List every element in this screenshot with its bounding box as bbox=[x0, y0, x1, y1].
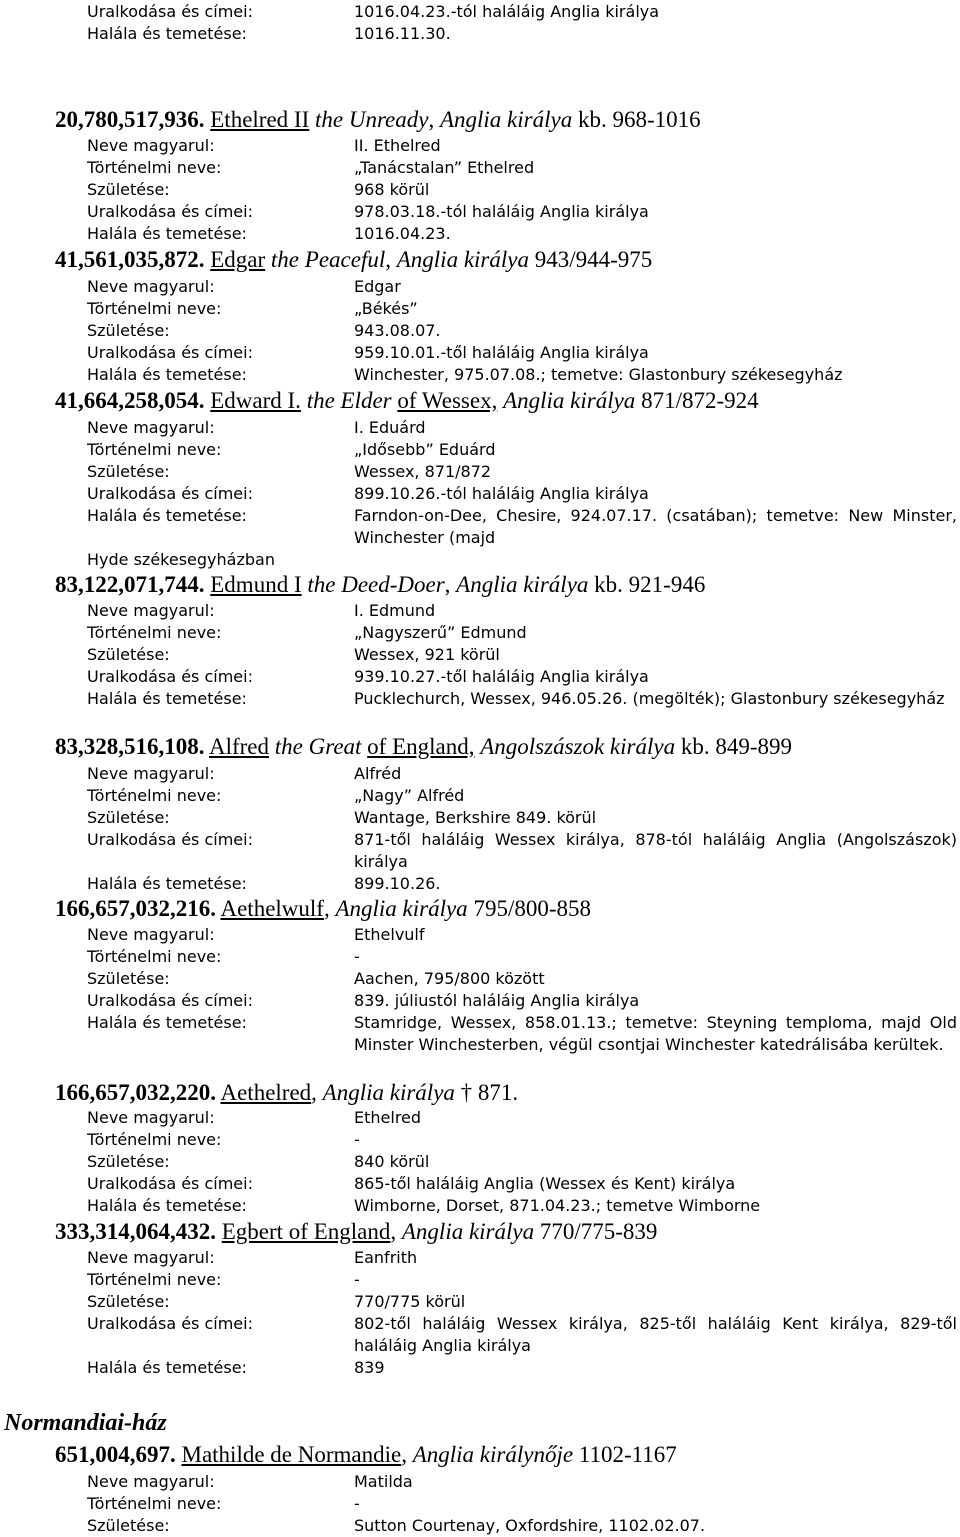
person-link[interactable]: Edward I. bbox=[210, 388, 301, 413]
death-label: Halála és temetése: bbox=[87, 506, 247, 525]
title: Anglia királya bbox=[322, 1080, 455, 1105]
birth-value: 968 körül bbox=[354, 180, 430, 199]
of-link[interactable]: of Wessex, bbox=[397, 388, 498, 413]
name-label: Neve magyarul: bbox=[87, 764, 215, 783]
entry-number: 41,561,035,872. bbox=[55, 247, 205, 272]
reign-value: 871-től haláláig Wessex királya, 878-tól haláláig Anglia (Angolszászok) királya bbox=[354, 830, 957, 871]
person-link[interactable]: Egbert of England bbox=[221, 1219, 391, 1244]
title: Anglia királya bbox=[503, 388, 636, 413]
death-label: Halála és temetése: bbox=[87, 689, 247, 708]
entry-number: 651,004,697. bbox=[55, 1442, 176, 1467]
death-label: Halála és temetése: bbox=[87, 1358, 247, 1377]
reign-label: Uralkodása és címei: bbox=[87, 667, 253, 686]
reign-label: Uralkodása és címei: bbox=[87, 484, 253, 503]
name-value: Matilda bbox=[354, 1472, 413, 1491]
death-label: Halála és temetése: bbox=[87, 224, 247, 243]
dates: † 871. bbox=[460, 1080, 519, 1105]
name-label: Neve magyarul: bbox=[87, 1108, 215, 1127]
entry-heading-edmund: 83,122,071,744. Edmund I the Deed-Doer, Anglia királya kb. 921-946 bbox=[55, 572, 706, 597]
entry-heading-mathilde: 651,004,697. Mathilde de Normandie, Anglia királynője 1102-1167 bbox=[55, 1442, 677, 1467]
name-value: I. Edmund bbox=[354, 601, 436, 620]
death-label: Halála és temetése: bbox=[87, 24, 247, 43]
birth-value: 943.08.07. bbox=[354, 321, 441, 340]
epithet: the Great bbox=[274, 734, 362, 759]
death-label: Halála és temetése: bbox=[87, 365, 247, 384]
entry-heading-edgar: 41,561,035,872. Edgar the Peaceful, Anglia királya 943/944-975 bbox=[55, 247, 653, 272]
entry-number: 20,780,517,936. bbox=[55, 107, 205, 132]
person-link[interactable]: Aethelwulf bbox=[220, 896, 324, 921]
hist-value: - bbox=[354, 1494, 360, 1513]
name-value: Edgar bbox=[354, 277, 401, 296]
name-value: Alfréd bbox=[354, 764, 402, 783]
reign-value: 839. júliustól haláláig Anglia királya bbox=[354, 991, 640, 1010]
reign-label: Uralkodása és címei: bbox=[87, 830, 253, 849]
dates: kb. 921-946 bbox=[594, 572, 706, 597]
dates: 1102-1167 bbox=[578, 1442, 677, 1467]
of-link[interactable]: of England, bbox=[367, 734, 475, 759]
name-label: Neve magyarul: bbox=[87, 277, 215, 296]
name-label: Neve magyarul: bbox=[87, 925, 215, 944]
person-link[interactable]: Edmund I bbox=[210, 572, 302, 597]
epithet: the Elder bbox=[306, 388, 392, 413]
entry-number: 166,657,032,220. bbox=[55, 1080, 216, 1105]
entry-heading-aethelwulf: 166,657,032,216. Aethelwulf, Anglia királya 795/800-858 bbox=[55, 896, 591, 921]
name-value: II. Ethelred bbox=[354, 136, 441, 155]
hist-label: Történelmi neve: bbox=[87, 1270, 222, 1289]
birth-label: Születése: bbox=[87, 321, 170, 340]
death-value: Stamridge, Wessex, 858.01.13.; temetve: Steyning temploma, majd Old Minster Winchesterben, végül csontjai Winchester katedrálisába kerültek. bbox=[354, 1013, 957, 1054]
name-label: Neve magyarul: bbox=[87, 601, 215, 620]
entry-heading-egbert: 333,314,064,432. Egbert of England, Anglia királya 770/775-839 bbox=[55, 1219, 658, 1244]
hist-label: Történelmi neve: bbox=[87, 623, 222, 642]
name-label: Neve magyarul: bbox=[87, 1248, 215, 1267]
entry-heading-aethelred: 166,657,032,220. Aethelred, Anglia királya † 871. bbox=[55, 1080, 519, 1105]
death-value: 899.10.26. bbox=[354, 874, 441, 893]
reign-label: Uralkodása és címei: bbox=[87, 1174, 253, 1193]
birth-value: 770/775 körül bbox=[354, 1292, 466, 1311]
name-label: Neve magyarul: bbox=[87, 1472, 215, 1491]
reign-label: Uralkodása és címei: bbox=[87, 202, 253, 221]
name-label: Neve magyarul: bbox=[87, 136, 215, 155]
birth-label: Születése: bbox=[87, 1292, 170, 1311]
dates: 795/800-858 bbox=[473, 896, 591, 921]
hist-value: „Tanácstalan” Ethelred bbox=[354, 158, 535, 177]
person-link[interactable]: Ethelred II bbox=[210, 107, 310, 132]
reign-value: 865-től haláláig Anglia (Wessex és Kent) királya bbox=[354, 1174, 736, 1193]
reign-value: 939.10.27.-től haláláig Anglia királya bbox=[354, 667, 649, 686]
reign-label: Uralkodása és címei: bbox=[87, 1314, 253, 1333]
death-value: 839 bbox=[354, 1358, 385, 1377]
name-value: Ethelvulf bbox=[354, 925, 425, 944]
death-value: Wimborne, Dorset, 871.04.23.; temetve Wimborne bbox=[354, 1196, 761, 1215]
birth-label: Születése: bbox=[87, 180, 170, 199]
dates: 943/944-975 bbox=[534, 247, 653, 272]
entry-number: 83,328,516,108. bbox=[55, 734, 205, 759]
reign-value: 978.03.18.-tól haláláig Anglia királya bbox=[354, 202, 649, 221]
entry-heading-alfred bbox=[55, 733, 792, 761]
person-link[interactable]: Aethelred bbox=[220, 1080, 312, 1105]
hist-label: Történelmi neve: bbox=[87, 947, 222, 966]
death-value: Winchester, 975.07.08.; temetve: Glastonbury székesegyház bbox=[354, 365, 843, 384]
birth-label: Születése: bbox=[87, 645, 170, 664]
reign-value: 802-től haláláig Wessex királya, 825-től haláláig Kent királya, 829-től haláláig Anglia királya bbox=[354, 1314, 957, 1355]
birth-value: 840 körül bbox=[354, 1152, 430, 1171]
death-label: Halála és temetése: bbox=[87, 874, 247, 893]
title: Anglia királya bbox=[335, 896, 468, 921]
epithet: the Peaceful bbox=[270, 247, 386, 272]
death-value: Farndon-on-Dee, Chesire, 924.07.17. (csatában); temetve: New Minster, Winchester (majd bbox=[354, 506, 957, 547]
title: Angolszászok királya bbox=[480, 734, 676, 759]
birth-label: Születése: bbox=[87, 1516, 170, 1535]
dates: kb. 849-899 bbox=[680, 734, 793, 759]
reign-label: Uralkodása és címei: bbox=[87, 991, 253, 1010]
birth-value: Sutton Courtenay, Oxfordshire, 1102.02.07. bbox=[354, 1516, 706, 1535]
birth-label: Születése: bbox=[87, 969, 170, 988]
reign-value: 959.10.01.-től haláláig Anglia királya bbox=[354, 343, 649, 362]
death-label: Halála és temetése: bbox=[87, 1013, 247, 1032]
epithet: the Deed-Doer bbox=[307, 572, 445, 597]
death-value: Pucklechurch, Wessex, 946.05.26. (megölték); Glastonbury székesegyház bbox=[354, 689, 945, 708]
hist-value: „Idősebb” Eduárd bbox=[354, 440, 496, 459]
birth-label: Születése: bbox=[87, 462, 170, 481]
birth-value: Wantage, Berkshire 849. körül bbox=[354, 808, 597, 827]
title: Anglia királynője bbox=[412, 1442, 574, 1467]
name-value: Ethelred bbox=[354, 1108, 422, 1127]
entry-number: 166,657,032,216. bbox=[55, 896, 216, 921]
death-value: 1016.04.23. bbox=[354, 224, 451, 243]
death-value: 1016.11.30. bbox=[354, 24, 451, 43]
epithet: the Unready bbox=[314, 107, 429, 132]
hist-label: Történelmi neve: bbox=[87, 158, 222, 177]
person-link[interactable]: Alfred bbox=[208, 734, 270, 759]
hist-value: - bbox=[354, 947, 360, 966]
house-heading: Normandiai-ház bbox=[4, 1410, 167, 1436]
entry-heading-ethelred2: 20,780,517,936. Ethelred II the Unready, Anglia királya kb. 968-1016 bbox=[55, 107, 701, 132]
person-link[interactable]: Edgar bbox=[210, 247, 266, 272]
death-continuation: Hyde székesegyházban bbox=[87, 550, 275, 569]
dates: 871/872-924 bbox=[641, 388, 759, 413]
birth-value: Wessex, 871/872 bbox=[354, 462, 492, 481]
dates: kb. 968-1016 bbox=[577, 107, 701, 132]
birth-label: Születése: bbox=[87, 808, 170, 827]
title: Anglia királya bbox=[456, 572, 589, 597]
hist-value: - bbox=[354, 1270, 360, 1289]
name-value: I. Eduárd bbox=[354, 418, 426, 437]
birth-value: Wessex, 921 körül bbox=[354, 645, 500, 664]
name-value: Eanfrith bbox=[354, 1248, 418, 1267]
birth-label: Születése: bbox=[87, 1152, 170, 1171]
hist-value: - bbox=[354, 1130, 360, 1149]
hist-value: „Nagyszerű” Edmund bbox=[354, 623, 527, 642]
hist-label: Történelmi neve: bbox=[87, 440, 222, 459]
entry-number: 41,664,258,054. bbox=[55, 388, 205, 413]
birth-value: Aachen, 795/800 között bbox=[354, 969, 545, 988]
title: Anglia királya bbox=[396, 247, 529, 272]
hist-value: „Nagy” Alfréd bbox=[354, 786, 465, 805]
hist-label: Történelmi neve: bbox=[87, 786, 222, 805]
hist-label: Történelmi neve: bbox=[87, 1130, 222, 1149]
hist-value: „Békés” bbox=[354, 299, 418, 318]
entry-heading-edward bbox=[55, 387, 759, 415]
entry-number: 333,314,064,432. bbox=[55, 1219, 216, 1244]
hist-label: Történelmi neve: bbox=[87, 299, 222, 318]
title: Anglia királya bbox=[401, 1219, 535, 1244]
reign-value: 899.10.26.-tól haláláig Anglia királya bbox=[354, 484, 649, 503]
reign-label: Uralkodása és címei: bbox=[87, 343, 253, 362]
name-label: Neve magyarul: bbox=[87, 418, 215, 437]
reign-value: 1016.04.23.-tól haláláig Anglia királya bbox=[354, 2, 660, 21]
entry-number: 83,122,071,744. bbox=[55, 572, 205, 597]
title: Anglia királya bbox=[439, 107, 573, 132]
hist-label: Történelmi neve: bbox=[87, 1494, 222, 1513]
dates: 770/775-839 bbox=[539, 1219, 658, 1244]
person-link[interactable]: Mathilde de Normandie bbox=[181, 1442, 402, 1467]
death-label: Halála és temetése: bbox=[87, 1196, 247, 1215]
reign-label: Uralkodása és címei: bbox=[87, 2, 253, 21]
